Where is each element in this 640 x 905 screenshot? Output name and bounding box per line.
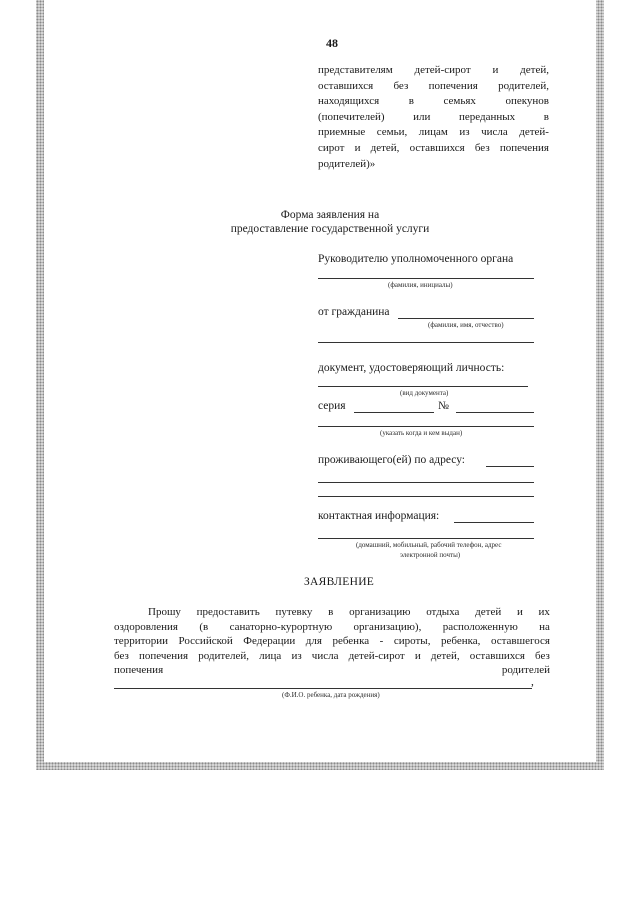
form-title: [230, 208, 430, 236]
word: ребенка: [332, 635, 370, 647]
contact-caption: электронной почты): [400, 551, 461, 559]
statement-title: ЗАЯВЛЕНИЕ: [304, 576, 375, 588]
word: попечения: [114, 664, 164, 676]
statement-line: [114, 649, 550, 664]
word: и: [354, 141, 361, 154]
word: опекунов: [505, 95, 549, 108]
word: организацию),: [353, 620, 422, 633]
word: родителей,: [198, 649, 250, 662]
form-title-line: Форма заявления на: [280, 209, 380, 221]
word: расположенную: [442, 620, 518, 633]
contact-field-line2[interactable]: [318, 538, 534, 539]
form-title-line: предоставление государственной услуги: [230, 223, 430, 235]
word: оставшегося: [490, 635, 550, 647]
statement-line: [114, 605, 550, 620]
word: и: [492, 64, 499, 76]
word: (в: [199, 620, 209, 633]
word: детей: [475, 606, 502, 618]
id-document-label: документ, удостоверяющий личность:: [318, 362, 505, 374]
recipient-name-field[interactable]: [318, 278, 534, 279]
word: оздоровления: [114, 620, 178, 633]
issued-by-caption: (указать когда и кем выдан): [380, 429, 463, 437]
word: территории: [114, 635, 169, 647]
word: без: [393, 79, 409, 92]
word: семьях: [443, 95, 476, 108]
word: попечения: [499, 141, 549, 154]
word: Российской: [178, 635, 233, 647]
citizen-name-field-line2[interactable]: [318, 342, 534, 343]
address-field-line2[interactable]: [318, 482, 534, 483]
intro-line: [318, 63, 549, 79]
word: их: [538, 606, 550, 618]
word: сироты,: [393, 635, 431, 647]
intro-line: [318, 157, 549, 173]
intro-line: [318, 141, 549, 157]
word: в: [328, 606, 334, 618]
issued-by-field[interactable]: [318, 426, 534, 427]
word: детей,: [370, 141, 400, 154]
intro-line: [318, 110, 549, 126]
word: или: [413, 110, 431, 123]
word: семьи,: [376, 126, 408, 139]
word: попечения: [138, 649, 189, 662]
word: и: [516, 606, 523, 618]
word: оставшихся: [469, 649, 525, 662]
address-field-line3[interactable]: [318, 496, 534, 497]
word: находящихся: [318, 95, 380, 108]
contact-label: контактная информация:: [318, 510, 440, 522]
word: организацию: [349, 606, 411, 618]
statement-line: [114, 634, 550, 649]
word: для: [305, 635, 322, 647]
word: попечения: [428, 79, 478, 92]
word: родителей: [501, 664, 550, 676]
id-document-type-field[interactable]: [318, 386, 528, 387]
page-number: 48: [326, 36, 338, 50]
recipient-label: Руководителю уполномоченного органа: [318, 253, 514, 265]
word: Федерации: [243, 635, 296, 647]
word: представителям: [318, 64, 393, 76]
intro-line: [318, 79, 549, 95]
id-document-caption: (вид документа): [400, 389, 449, 397]
recipient-caption: (фамилия, инициалы): [388, 281, 453, 289]
word: оставшихся: [409, 141, 465, 154]
child-details-caption: (Ф.И.О. ребенка, дата рождения): [282, 691, 380, 699]
word: числа: [311, 649, 339, 662]
word: и: [414, 649, 421, 662]
series-field[interactable]: [354, 412, 434, 413]
word: числа: [481, 126, 508, 139]
word: лицам: [418, 126, 448, 139]
word: в: [543, 110, 549, 123]
word: родителей,: [498, 79, 549, 92]
word: (попечителей): [318, 110, 385, 123]
word: путевку: [275, 606, 313, 618]
intro-paragraph: [318, 63, 549, 172]
word: детей-сирот: [348, 649, 405, 662]
child-details-field[interactable]: [114, 688, 532, 689]
word: из: [459, 126, 470, 139]
comma-mark: ,: [531, 676, 534, 688]
intro-line: [318, 125, 549, 141]
word: без: [114, 649, 129, 662]
citizen-name-caption: (фамилия, имя, отчество): [428, 321, 504, 329]
word: детей,: [520, 64, 549, 76]
word: -: [379, 635, 384, 647]
word: Прошу: [148, 606, 181, 618]
word: санаторно-курортную: [229, 620, 333, 633]
word: родителей)»: [318, 157, 376, 170]
word: детей-: [519, 126, 549, 139]
word: отдыха: [426, 606, 460, 618]
word: детей,: [430, 649, 460, 662]
number-label: №: [438, 400, 449, 412]
from-citizen-label: от гражданина: [318, 306, 390, 318]
series-label: серия: [318, 400, 346, 412]
statement-body: [114, 605, 550, 678]
word: из: [291, 649, 302, 662]
word: переданных: [459, 110, 516, 123]
word: оставшихся: [318, 79, 374, 92]
word: приемные: [318, 126, 366, 139]
word: на: [539, 620, 550, 633]
address-label: проживающего(ей) по адресу:: [318, 454, 465, 466]
word: лица: [259, 649, 282, 662]
word: сирот: [318, 141, 345, 154]
word: без: [535, 649, 550, 662]
statement-line: [114, 620, 550, 635]
word: в: [408, 95, 414, 108]
intro-line: [318, 94, 549, 110]
word: детей-сирот: [414, 64, 471, 76]
contact-caption: (домашний, мобильный, рабочий телефон, адрес: [356, 541, 502, 549]
word: без: [474, 141, 490, 154]
word: предоставить: [196, 606, 260, 618]
statement-line: [114, 663, 550, 678]
address-field[interactable]: [486, 466, 534, 467]
citizen-name-field[interactable]: [398, 318, 534, 319]
number-field[interactable]: [456, 412, 534, 413]
contact-field[interactable]: [454, 522, 534, 523]
word: ребенка,: [440, 635, 481, 647]
